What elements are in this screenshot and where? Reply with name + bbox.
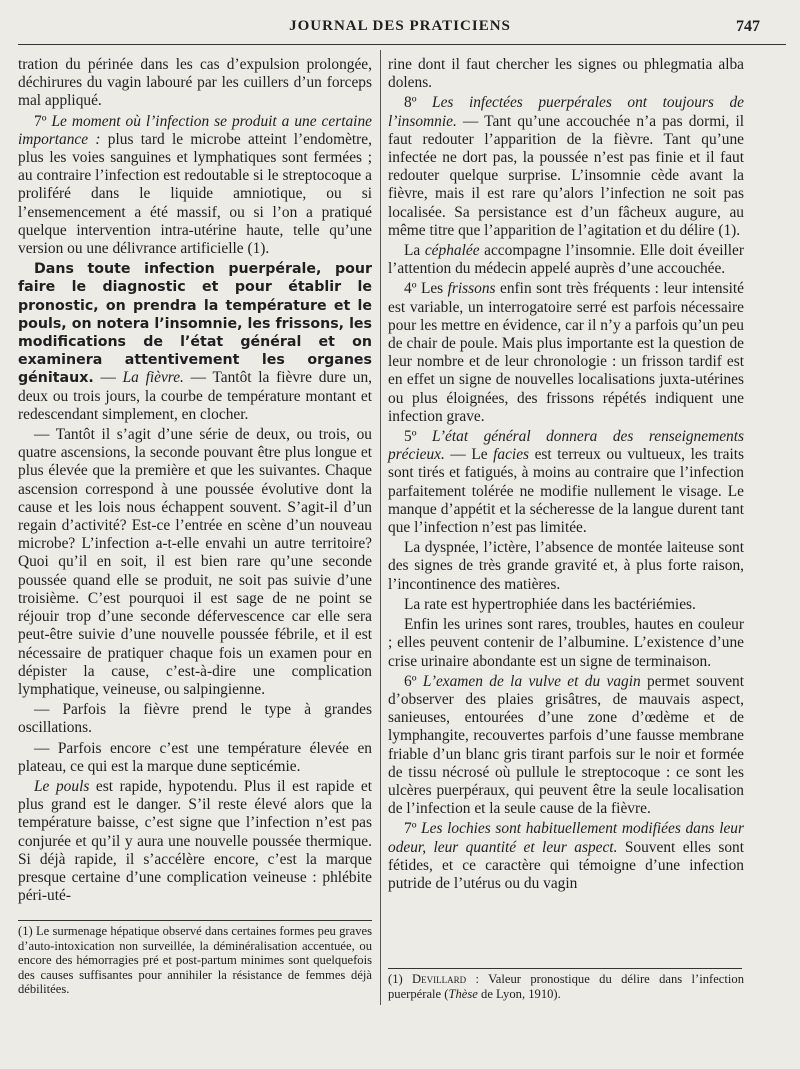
running-header: [0, 18, 800, 40]
text-fragment: La: [404, 242, 425, 260]
italic-heading: Les lochies sont habituellement modifiées dans leur odeur, leur quantité et leur aspect.: [388, 820, 744, 856]
item-number: 4º Les: [404, 280, 448, 298]
item-number: 8º: [404, 94, 417, 112]
text-fragment: : Valeur pronostique du délire dans l’infection puerpérale (: [388, 972, 744, 1001]
italic-term: facies: [493, 446, 530, 464]
paragraph: — Tantôt il s’agit d’une série de deux, ou trois, ou quatre ascensions, la seconde pouvant être plus longue et plus élevée que la première et que les suivantes. Chaque ascension correspond à une poussée évolutive dont la cause et les lois nous échappent souvent. S’agit-il d’un regain d’activité? Est-ce l’entrée en scène d’un nouveau microbe? L’infection a-t-elle envahi un autre territoire? Quoi qu’il en soit, il est bien rare qu’une seconde poussée quand elle se produit, ne soit pas suivie d’une troisième. C’est pourquoi il est sage de ne point se réjouir trop d’une seconde défervescence car elle sera peut-être suivie d’une nouvelle poussée fébrile, et il est nécessaire de pratiquer chaque fois un examen pour en dépister la cause, c’est-à-dire une complication lymphatique, veineuse, ou salpingienne.: [18, 426, 372, 698]
paragraph: [388, 820, 744, 893]
paragraph: [388, 242, 744, 278]
right-column: [388, 56, 744, 893]
footnote-right: [388, 968, 744, 1001]
text-fragment: de Lyon, 1910).: [477, 986, 561, 1001]
footnote-rule: [388, 968, 742, 969]
paragraph-text: accompagne l’insomnie. Elle doit éveiller l’attention du médecin appelé auprès d’une accouchée.: [388, 242, 744, 278]
page-number: 747: [736, 18, 760, 35]
italic-term: Thèse: [448, 986, 478, 1001]
footnote-author: Devillard: [412, 972, 467, 986]
item-number: 5º: [404, 428, 417, 446]
italic-heading: La fièvre.: [122, 369, 184, 387]
italic-term: céphalée: [424, 242, 480, 260]
bold-summary: Dans toute infection puerpérale, pour faire le diagnostic et pour établir le pronostic, on prendra la température et le pouls, on notera l’insomnie, les frissons, les modifications de l’état général et on examinera attentivement les organes génitaux.: [18, 261, 372, 387]
paragraph-text: est rapide, hypotendu. Plus il est rapide et plus grand est le danger. S’il reste élevé alors que la température baisse, c’est signe que l’infection n’est pas conjurée et qu’il y aura une nouvelle poussée thermique. Si déjà rapide, il s’accélère encore, c’est la marque presque certaine d’une complication veineuse : phlébite péri-uté-: [18, 777, 373, 905]
footnote-mark: (1): [388, 972, 413, 986]
footnote-text: [388, 972, 744, 1001]
paragraph: rine dont il faut chercher les signes ou phlegmatia alba dolens.: [388, 56, 744, 92]
paragraph-text: Souvent elles sont fétides, et ce caractère qui témoigne d’une infection putride de l’utérus ou du vagin: [388, 838, 744, 892]
italic-heading: L’état général donnera des renseignements précieux.: [388, 428, 744, 464]
italic-heading: Le pouls: [34, 777, 90, 795]
footnote-left: [18, 920, 372, 997]
paragraph-text: permet souvent d’observer des plaies grisâtres, de mauvais aspect, sanieuses, entourées d’une zone d’œdème et de lymphangite, recouvertes parfois d’une fausse membrane friable d’un blanc gris tirant parfois sur le noir et formée de tissu nécrosé où pullule le streptocoque : ce sont les ulcères puerpéraux, qui peuvent être la seule localisation de l’infection et la seule cause de la fièvre.: [388, 672, 744, 818]
paragraph: La dyspnée, l’ictère, l’absence de montée laiteuse sont des signes de très grande gravité et, à plus forte raison, l’incontinence des matières.: [388, 539, 744, 593]
footnote-rule: [18, 920, 372, 921]
paragraph-text: enfin sont très fréquents : leur intensité est variable, un interrogatoire serré est parfois nécessaire pour les mettre en évidence, car il n’y a parfois qu’un peu de chair de poule. Mais plus importante est la question de leur nombre et de leur chronologie : un frisson tardif est en effet un signe de nouvelles localisations juxta-utérines ou plus éloignées, des frissons répétés indiquent une infection grave.: [388, 280, 744, 425]
paragraph-text: est terreux ou vultueux, les traits sont tirés et fatigués, à moins au contraire que l’infection parfaitement tolérée ne modifie nullement le visage. Le manque d’appétit et la sécheresse de la langue durent tant que l’infection n’est pas limitée.: [388, 446, 745, 537]
header-rule: [18, 44, 786, 45]
paragraph: tration du périnée dans les cas d’expulsion prolongée, déchirures du vagin labouré par les cuillers d’un forceps mal appliqué.: [18, 56, 372, 110]
item-number: 7º: [34, 112, 47, 130]
item-number: 7º: [404, 820, 417, 838]
paragraph: [388, 673, 744, 819]
paragraph: [388, 94, 744, 240]
paragraph-text: — Tantôt la fièvre dure un, deux ou trois jours, la courbe de température montant et redescendant simplement, en clocher.: [18, 369, 373, 423]
paragraph: [388, 280, 744, 426]
paragraph: [388, 428, 744, 537]
paragraph-text: — Tant qu’une accouchée n’a pas dormi, il faut redouter l’apparition de la fièvre. Tant qu’une infectée ne dort pas, la poussée n’est pas finie et il faut redouter quelque surprise. L’insomnie cède avant la fièvre, mais il est rare qu’alors l’infection ne soit pas localisée. Sa persistance est d’un fâcheux augure, au même titre que l’apparition de l’agitation et du délire (1).: [388, 112, 744, 239]
text-fragment: — Le: [444, 446, 494, 464]
paragraph: — Parfois encore c’est une température élevée en plateau, ce qui est la marque dune septicémie.: [18, 739, 372, 775]
italic-term: frissons: [447, 280, 496, 298]
paragraph: [18, 260, 372, 424]
left-column: [18, 56, 372, 905]
paragraph: [18, 113, 372, 259]
italic-heading: Les infectées puerpérales ont toujours de l’insomnie.: [388, 94, 744, 130]
item-number: 6º: [404, 672, 417, 690]
journal-title: JOURNAL DES PRATICIENS: [289, 18, 511, 34]
italic-heading: L’examen de la vulve et du vagin: [422, 672, 641, 690]
paragraph-text: plus tard le microbe atteint l’endomètre, plus les voies sanguines et lymphatiques sont fermées ; au contraire l’infection est redoutable si le streptocoque a proliféré dans le liquide amniotique, ou si l’ensemencement a été massif, ou si l’on a pratiqué quelque intervention intra-utérine haute, telle qu’une version ou une délivrance artificielle (1).: [18, 130, 372, 258]
paragraph: — Parfois la fièvre prend le type à grandes oscillations.: [18, 701, 372, 737]
paragraph: La rate est hypertrophiée dans les bactériémies.: [404, 595, 696, 613]
column-divider: [380, 50, 381, 1005]
paragraph: Enfin les urines sont rares, troubles, hautes en couleur ; elles peuvent contenir de l’albumine. L’existence d’une crise urinaire abondante est un signe de terminaison.: [388, 616, 744, 670]
italic-heading: Le moment où l’infection se produit a une certaine importance :: [18, 112, 372, 148]
dash: —: [93, 369, 123, 387]
paragraph: [18, 778, 372, 905]
footnote-text: (1) Le surmenage hépatique observé dans certaines formes peu graves d’auto-intoxication non surveillée, la déminéralisation accentuée, ou encore des hémorragies pré et post-partum minimes sont quelquefois des causes suffisantes pour annihiler la résistance de femmes déjà débilitées.: [18, 924, 372, 996]
